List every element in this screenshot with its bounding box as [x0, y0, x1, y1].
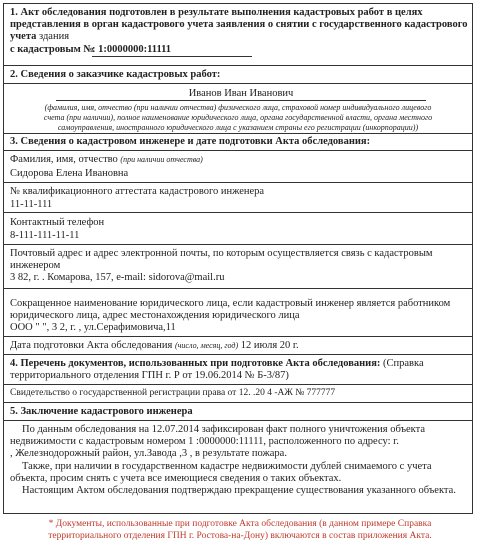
- engineer-fio-label-text: Фамилия, имя, отчество: [10, 154, 118, 165]
- certificate-label: № квалификационного аттестата кадастрового инженера: [10, 186, 265, 197]
- cadastral-number-label: с кадастровым №: [10, 44, 94, 55]
- section4-title: [10, 358, 424, 370]
- phone-label: Контактный телефон: [10, 217, 105, 228]
- customer-hint-line1: (фамилия, имя, отчество (при наличии отчества) физического лица, страховой номер индивидуального лицевого: [44, 103, 432, 112]
- section4-title-text: 4. Перечень документов, использованных при подготовке Акта обследования:: [10, 358, 381, 369]
- section3-title: 3. Сведения о кадастровом инженере и дате подготовки Акта обследования:: [10, 136, 371, 147]
- survey-act-form: [3, 3, 473, 514]
- phone-value: 8-111-111-11-11: [10, 230, 80, 241]
- engineer-fio-hint: (при наличии отчества): [120, 155, 203, 164]
- section1-title-line3: [10, 31, 69, 43]
- section2-title: 2. Сведения о заказчике кадастровых работ:: [10, 69, 221, 80]
- date-label: [10, 340, 299, 352]
- footnote: [0, 518, 480, 542]
- engineer-fio-value: Сидорова Елена Ивановна: [10, 168, 129, 179]
- certificate-value: 11-11-111: [10, 199, 53, 210]
- postal-label-line2: инженером: [10, 260, 61, 271]
- customer-hint-line3: самоуправления, иностранного юридического лица с указанием страны его регистрации (инкорпорации)): [57, 123, 419, 132]
- date-hint: (число, месяц, год): [174, 341, 239, 350]
- cadastral-number-value: : 1:0000000:11111: [92, 44, 252, 57]
- section4-line2: территориального отделения ГПН г. Р от 19.06.2014 № Б-3/87): [10, 370, 289, 381]
- engineer-fio-label: [10, 154, 203, 166]
- conclusion-p1-line3: , Железнодорожный район, ул.Завода ,3 , в результате пожара.: [10, 448, 287, 459]
- date-value: 12 июля 20 г.: [240, 340, 299, 351]
- postal-label-line1: Почтовый адрес и адрес электронной почты, по которым осуществляется связь с кадастровым: [10, 248, 433, 259]
- footnote-line1: * Документы, использованные при подготовке Акта обследования (в данном примере Справка: [48, 519, 432, 529]
- customer-hint-line2: счета (при наличии), полное наименование юридического лица, органа государственной власти, органа местного: [43, 113, 433, 122]
- postal-address-value: 3 82, г. . Комарова, 157, e-mail: sidorova@mail.ru: [10, 272, 225, 283]
- section5-title: 5. Заключение кадастрового инженера: [10, 406, 193, 417]
- conclusion-p3-line1: Настоящим Актом обследования подтверждаю прекращение существования указанного объекта.: [22, 485, 456, 496]
- date-label-text: Дата подготовки Акта обследования: [10, 340, 173, 351]
- org-label-line2: юридического лица, адрес местонахождения юридического лица: [10, 310, 300, 321]
- org-value: ООО " ", 3 2, г. , ул.Серафимовича,11: [10, 322, 176, 333]
- section4-line3: Свидетельство о государственной регистрации права от 12. .20 4 -АЖ № 777777: [10, 388, 336, 398]
- conclusion-p1-line1: По данным обследования на 12.07.2014 зафиксирован факт полного уничтожения объекта: [22, 424, 425, 435]
- section1-title-line2: представления в орган кадастрового учета заявления о снятии с государственного кадастрового: [10, 19, 468, 30]
- customer-name: Иванов Иван Иванович: [56, 88, 426, 101]
- section1-title-line1: 1. Акт обследования подготовлен в результате выполнения кадастровых работ в целях: [10, 7, 423, 18]
- section1-title-line3-text: учета: [10, 31, 37, 42]
- conclusion-p2-line1: Также, при наличии в государственном кадастре недвижимости дублей снимаемого с учета: [22, 461, 432, 472]
- org-label-line1: Сокращенное наименование юридического лица, если кадастровый инженер является работником: [10, 298, 451, 309]
- section4-title-suffix: (Справка: [383, 358, 424, 369]
- conclusion-p1-line2: недвижимости с кадастровым номером 1 :0000000:11111, расположенного по адресу: г.: [10, 436, 399, 447]
- object-type: здания: [39, 31, 70, 42]
- conclusion-p2-line2: объекта, просим снять с учета все имеющиеся сведения о таких объектах.: [10, 473, 342, 484]
- footnote-line2: территориального отделения ГПН г. Ростова-на-Дону) включаются в состав приложения Акта.: [48, 531, 432, 541]
